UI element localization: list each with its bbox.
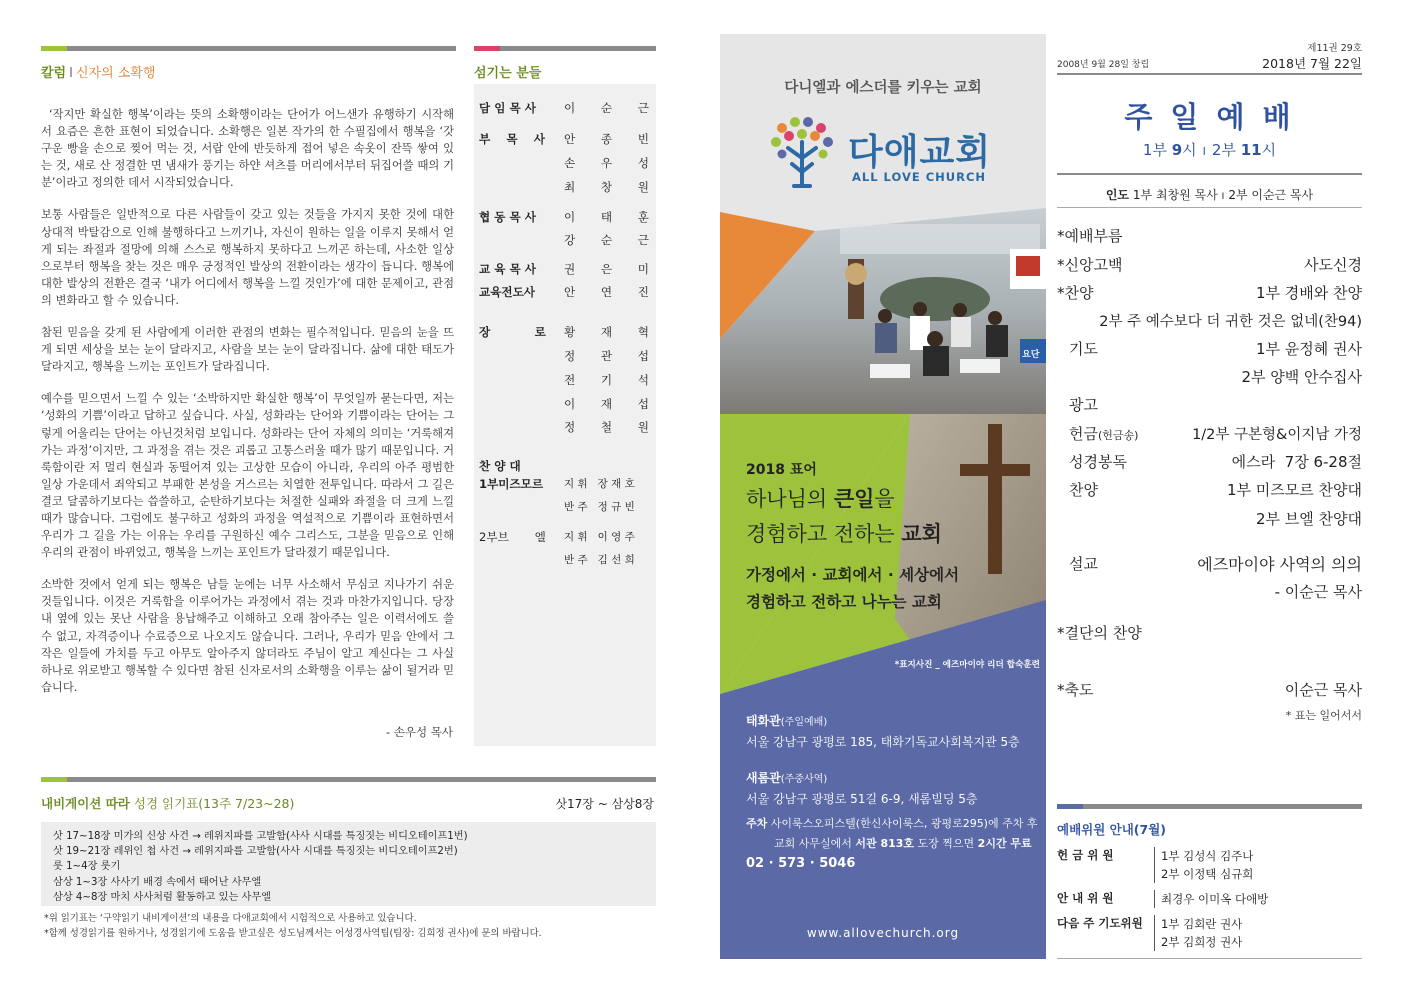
church-name-en: ALL LOVE CHURCH [852,170,987,184]
address-2 [746,769,978,807]
phone-number: 02 · 573 · 5046 [746,856,856,871]
servant-name: 정 [564,349,576,363]
servant-name: 순 [600,101,613,115]
servant-name: 이 [564,210,576,224]
essay-paragraph: 참된 믿음을 갖게 된 사람에게 이러한 관점의 변화는 필수적입니다. 믿음의 눈을 뜨게 되면 세상을 보는 눈이 달라지고, 사람을 보는 눈이 달라집니다. 삶에 대한 태도가 달라지고, 행복을 느끼는 포인트가 달라집니다. [41,326,454,374]
reading-heading [41,794,294,812]
reading-item: 룻 1~4장 룻기 [53,861,121,873]
order-item [1057,282,1093,303]
founded-date: 2008년 9월 28일 창립 [1057,60,1150,70]
servant-name: 섭 [637,349,649,363]
photo-caption: *표지사진 _ 에즈마이야 리더 합숙훈련 [894,660,1040,670]
motto-text: 하나님의 [746,487,834,511]
reading-title-b: 성경 읽기표(13주 7/23~28) [133,796,295,811]
reading-item: 삼상 4~8장 마치 사사처럼 활동하고 있는 사무엘 [53,891,272,903]
servant-role: 부 목 사 [479,132,545,146]
address-1 [746,712,1020,750]
order-label: 광고 [1069,396,1098,414]
volume-number: 제11권 29호 [1307,43,1362,54]
essay-paragraph: 소박한 것에서 얻게 되는 행복은 남들 눈에는 너무 사소해서 무심코 지나가기 쉬운 것들입니다. 이것은 거룩함을 이루어가는 과정에서 겪는 것과 마찬가지입니다. 당장 내 옆에 있는 못난 사람을 용납해주고 이해하고 오래 참아주는 일은 이력서에도 쓸 수 없고, 자격증이나 수료증으로 나오지도 않습니다. 그러나, 우리가 믿음 안에서 그 작은 일들에 가치를 두고 아무도 알아주지 않더라도 주님이 알고 계신다는 그 사실 하나로 위로받고 행복할 수 있다면 참된 신자로서의 소확행을 이루는 삶이 될거라 믿습니다. [41,578,454,694]
committee-name-line: 1부 김회란 권사 [1161,917,1243,931]
order-value: 에스라 7장 6-28절 [1231,453,1362,471]
committee-role: 안 내 위 원 [1057,891,1114,905]
standing-note: * 표는 일어서서 [1285,709,1362,722]
servants-panel [474,84,656,746]
servant-name: 강 [564,233,576,247]
church-name-kr: 다애교회 [848,132,992,173]
motto-line2 [746,518,942,548]
choir-person: 정 규 빈 [597,501,635,513]
servant-name: 혁 [637,325,649,339]
servant-name: 우 [600,156,613,170]
order-value: 2부 주 예수보다 더 귀한 것은 없네(찬94) [1099,314,1362,330]
committee-name-line: 최경우 이미옥 다애방 [1161,892,1269,906]
order-value: 1/2부 구본형&이지남 가정 [1192,427,1362,443]
parking-label: 주차 [746,817,768,830]
column-section-sep: I [69,66,73,81]
order-value: 1부 미즈모르 찬양대 [1226,481,1362,499]
address-2-name: 새롬관 [746,771,781,785]
committee-title: 예배위원 안내(7월) [1057,822,1167,837]
motto-year: 2018 표어 [746,462,817,478]
title-line [1057,173,1362,175]
cover-tagline: 다니엘과 에스더를 키우는 교회 [784,80,982,96]
time-text: 시 [1182,141,1197,159]
choir-name: 2부브 엘 [479,530,546,544]
order-label: 성경봉독 [1069,453,1127,471]
servant-name: 태 [600,210,613,224]
committee-names [1154,847,1253,883]
choir-role: 지 휘 [564,531,588,543]
committee-names [1154,890,1268,908]
servant-name: 연 [600,285,613,299]
servant-name: 성 [637,156,649,170]
column-heading [41,62,155,81]
choir-role: 지 휘 [564,478,588,490]
parking-text: 도장 찍으면 [914,837,978,850]
servant-role: 교 육 목 사 [479,262,536,276]
order-item [1057,679,1093,700]
servant-name: 훈 [637,210,649,224]
servant-name: 재 [600,325,613,339]
servant-name: 창 [600,180,613,194]
servants-top-bar [474,46,656,51]
motto-line1 [746,483,895,513]
reading-top-bar [41,777,656,782]
address-2-text: 서울 강남구 광평로 51길 6-9, 새롬빌딩 5층 [746,792,978,806]
committee-name-line: 2부 김희정 권사 [1161,935,1243,949]
servant-role: 장 로 [479,325,546,339]
time-text: 2부 [1211,141,1241,159]
servant-name: 전 [564,373,576,387]
time-text: 시 [1261,141,1277,159]
order-label: 결단의 찬양 [1064,624,1142,642]
committee-names [1154,915,1242,951]
order-item [1057,225,1122,246]
choir-person: 장 재 호 [597,478,635,490]
order-item [1069,423,1138,444]
servants-title: 섬기는 분들 [474,66,542,81]
parking-emphasis: 서관 813호 [855,837,915,850]
servant-role: 교육전도사 [479,285,535,299]
servant-name: 순 [600,233,613,247]
servant-name: 기 [600,373,613,387]
address-1-text: 서울 강남구 광평로 185, 태화기독교사회복지관 5층 [746,735,1020,749]
choir-name: 1부미즈모르 [479,477,544,491]
address-2-sub: (주중사역) [780,774,828,785]
servant-name: 원 [637,180,649,194]
order-label: 축도 [1064,681,1094,699]
header-line [1057,73,1362,75]
servant-name: 빈 [637,132,649,146]
order-label: 기도 [1069,340,1098,358]
service-date: 2018년 7월 22일 [1262,56,1362,71]
cross-icon [988,424,1002,574]
choir-role: 반 주 [564,501,588,513]
order-label: 찬양 [1064,284,1094,302]
servant-name: 재 [600,397,613,411]
sermon-title: 에즈마이야 사역의 의의 [1197,555,1362,574]
servant-name: 안 [564,285,576,299]
servant-name: 권 [564,262,576,276]
leader-text: 2부 이순근 목사 [1228,188,1314,202]
servant-name: 진 [637,285,649,299]
time-hour: 9 [1171,141,1183,159]
parking-text: 사이룩스오피스텔(한신사이룩스, 광평로295)에 주차 후 [770,817,1038,830]
reading-range: 삿17장 ~ 삼상8장 [555,797,654,811]
motto-emphasis: 큰일 [833,487,875,511]
motto-text: 경험하고 전하는 [746,522,902,546]
address-1-sub: (주일예배) [780,717,828,728]
order-label: 예배부름 [1064,227,1123,245]
reading-note: *함께 성경읽기를 원하거나, 성경읽기에 도움을 받고싶은 성도님께서는 어성경사역팀(팀장: 김희정 권사)에 문의 바랍니다. [44,928,542,939]
reading-note: *위 읽기표는 ‘구약읽기 내비게이션’의 내용을 다애교회에서 시험적으로 사용하고 있습니다. [44,913,417,924]
servant-role: 협 동 목 사 [479,210,536,224]
order-label: 설교 [1069,555,1098,573]
leader-text: 1부 최창원 목사 [1132,188,1218,202]
servant-name: 근 [637,233,649,247]
servant-name: 황 [564,325,576,339]
order-label-sub: (헌금송) [1097,429,1139,442]
committee-role: 다음 주 기도위원 [1057,916,1143,930]
servant-name: 손 [564,156,576,170]
leader-info: 인도 1부 최창원 목사 I 2부 이순근 목사 [1105,188,1314,202]
servant-role: 담 임 목 사 [479,101,536,115]
column-top-bar [41,46,456,51]
standing-mark: * [1057,624,1065,642]
servant-name: 안 [564,132,576,146]
time-hour: 11 [1240,141,1262,159]
standing-mark: * [1057,284,1065,302]
servant-name: 은 [600,262,613,276]
standing-mark: * [1057,681,1065,699]
cover-panel [720,34,1046,959]
leader-label: 인도 [1105,188,1130,202]
photo-sign: 요단 [1022,350,1040,360]
essay-paragraph: ‘작지만 확실한 행복’이라는 뜻의 소확행이라는 단어가 어느샌가 유행하기 시작해서 요즘은 흔한 표현이 되었습니다. 소확행은 일본 작가의 한 수필집에서 행복을 ‘갓 구운 빵을 손으로 찢어 먹는 것, 서랍 안에 반듯하게 접어 넣은 속옷이 잔뜩 쌓여 있는 것, 새로 산 정결한 면 냄새가 풍기는 하얀 셔츠를 머리에서부터 뒤집어쓸 때의 기분’이라고 정의한 데서 시작되었습니다. [41,108,454,190]
order-value: 사도신경 [1304,256,1362,274]
column-signature: - 손우성 목사 [385,725,453,739]
motto-line4: 경험하고 전하고 나누는 교회 [746,593,942,611]
motto-text: 을 [874,487,895,511]
choir-role: 반 주 [564,554,588,566]
order-value: 2부 양백 안수집사 [1241,368,1362,386]
servant-name: 이 [564,397,576,411]
motto-emphasis: 교회 [901,522,942,546]
order-item [1057,622,1142,643]
leader-line [1057,207,1362,208]
servant-name: 이 [564,101,576,115]
order-value: 2부 브엘 찬양대 [1255,510,1362,528]
servant-name: 종 [600,132,613,146]
preacher: - 이순근 목사 [1274,583,1362,601]
servant-name: 최 [564,180,576,194]
servant-name: 석 [637,373,649,387]
service-title: 주 일 예 배 [1124,100,1295,134]
servant-name: 원 [637,420,649,434]
standing-mark: * [1057,256,1065,274]
order-label: 찬양 [1069,481,1098,499]
order-item [1057,254,1122,275]
servant-name: 철 [600,420,613,434]
servant-name: 미 [637,262,649,276]
essay-paragraph: 보통 사람들은 일반적으로 다른 사람들이 갖고 있는 것들을 가지지 못한 것에 대한 상대적 박탈감으로 인해 불행하다고 느끼기나, 자신이 원하는 일을 이루지 못해서 얻게 되는 좌절과 절망에 의해 스스로 행복하지 못하다고 느끼곤 하는데, 사소한 일상으로부터 행복을 찾는 것은 매우 긍정적인 발상의 전환이라는 생각이 듭니다. 행복에 대한 발상의 전환은 결국 ‘내가 어디에서 행복을 느낄 것인가’에 대한 문제이고, 관점의 변화라고 할 수 있습니다. [41,208,454,307]
servant-name: 근 [637,101,649,115]
order-value: 1부 경배와 찬양 [1255,284,1362,302]
motto-line3: 가정에서 · 교회에서 · 세상에서 [746,566,960,584]
address-1-name: 태화관 [746,714,781,728]
service-times: 1부 9시 I 2부 11시 [1142,141,1277,159]
parking-emphasis: 2시간 무료 [977,837,1032,850]
committee-bottom-line [1057,958,1362,959]
committee-name-line: 2부 이정택 심규희 [1161,867,1254,881]
reading-item: 삼상 1~3장 사사기 배경 속에서 태어난 사무엘 [53,876,262,888]
choir-title: 찬 양 대 [479,459,521,473]
reading-item: 삿 19~21장 레위인 첩 사건 → 레위지파를 고발함(사사 시대를 특징짓는 비디오테이프2번) [53,846,458,858]
committee-top-bar [1057,804,1362,809]
column-section-label: 칼럼 [41,66,67,81]
parking-text: 교회 사무실에서 [774,837,856,850]
website-link[interactable]: www.allovechurch.org [806,926,960,940]
servant-name: 정 [564,420,576,434]
choir-person: 김 선 희 [597,554,635,566]
committee-name-line: 1부 김성식 김주나 [1161,849,1254,863]
servant-name: 섭 [637,397,649,411]
time-text: 1부 [1142,141,1172,159]
standing-mark: * [1057,227,1065,245]
reading-notes [44,911,659,941]
choir-person: 이 영 주 [597,531,635,543]
essay-paragraph: 예수를 믿으면서 느낄 수 있는 ‘소박하지만 확실한 행복’이 무엇일까 묻는다면, 저는 ‘성화의 기쁨’이라고 답하고 싶습니다. 사실, 성화라는 단어와 기쁨이라는 단어는 그렇게 어울리는 단어는 아닌것처럼 보입니다. 성화라는 단어 자체의 의미는 ‘거룩해져가는 과정’이지만, 그 과정을 겪는 것은 괴롭고 고통스러울 때가 많기 때문입니다. 거룩함이란 저 멀리 현실과 동떨어져 있는 고상한 모습이 아니라, 우리의 아주 평범한 일상 가운데서 죄악되고 부패한 본성을 거스르는 치열한 전투입니다. 따라서 그 길은 결코 달콤하기보다는 씁쓸하고, 순탄하기보다는 처절한 실패와 좌절을 더 크게 느낄 때가 많습니다. 그럼에도 불구하고 성화의 과정을 역설적으로 기쁨이라 표현하면서 우리가 그 길을 가는 이유는 우리를 구원하신 예수 그리스도, 그분을 믿음으로 인해 우리의 관점이 바뀌었고, 행복을 느끼는 포인트가 달라졌기 때문입니다. [41,392,454,560]
order-value: 1부 윤정혜 권사 [1255,340,1362,358]
reading-item: 삿 17~18장 미가의 신상 사건 → 레위지파를 고발함(사사 시대를 특징짓는 비디오테이프1번) [53,831,468,842]
order-label: 헌금 [1069,425,1098,443]
order-label: 신앙고백 [1064,256,1123,274]
parking-info [746,814,1037,874]
servant-name: 관 [600,349,613,363]
column-title: 신자의 소확행 [75,66,156,81]
column-essay [41,106,454,711]
reading-title-a: 내비게이션 따라 [41,796,130,811]
reading-box [41,822,656,906]
order-value: 이순근 목사 [1284,681,1362,699]
committee-role: 헌 금 위 원 [1057,848,1114,862]
